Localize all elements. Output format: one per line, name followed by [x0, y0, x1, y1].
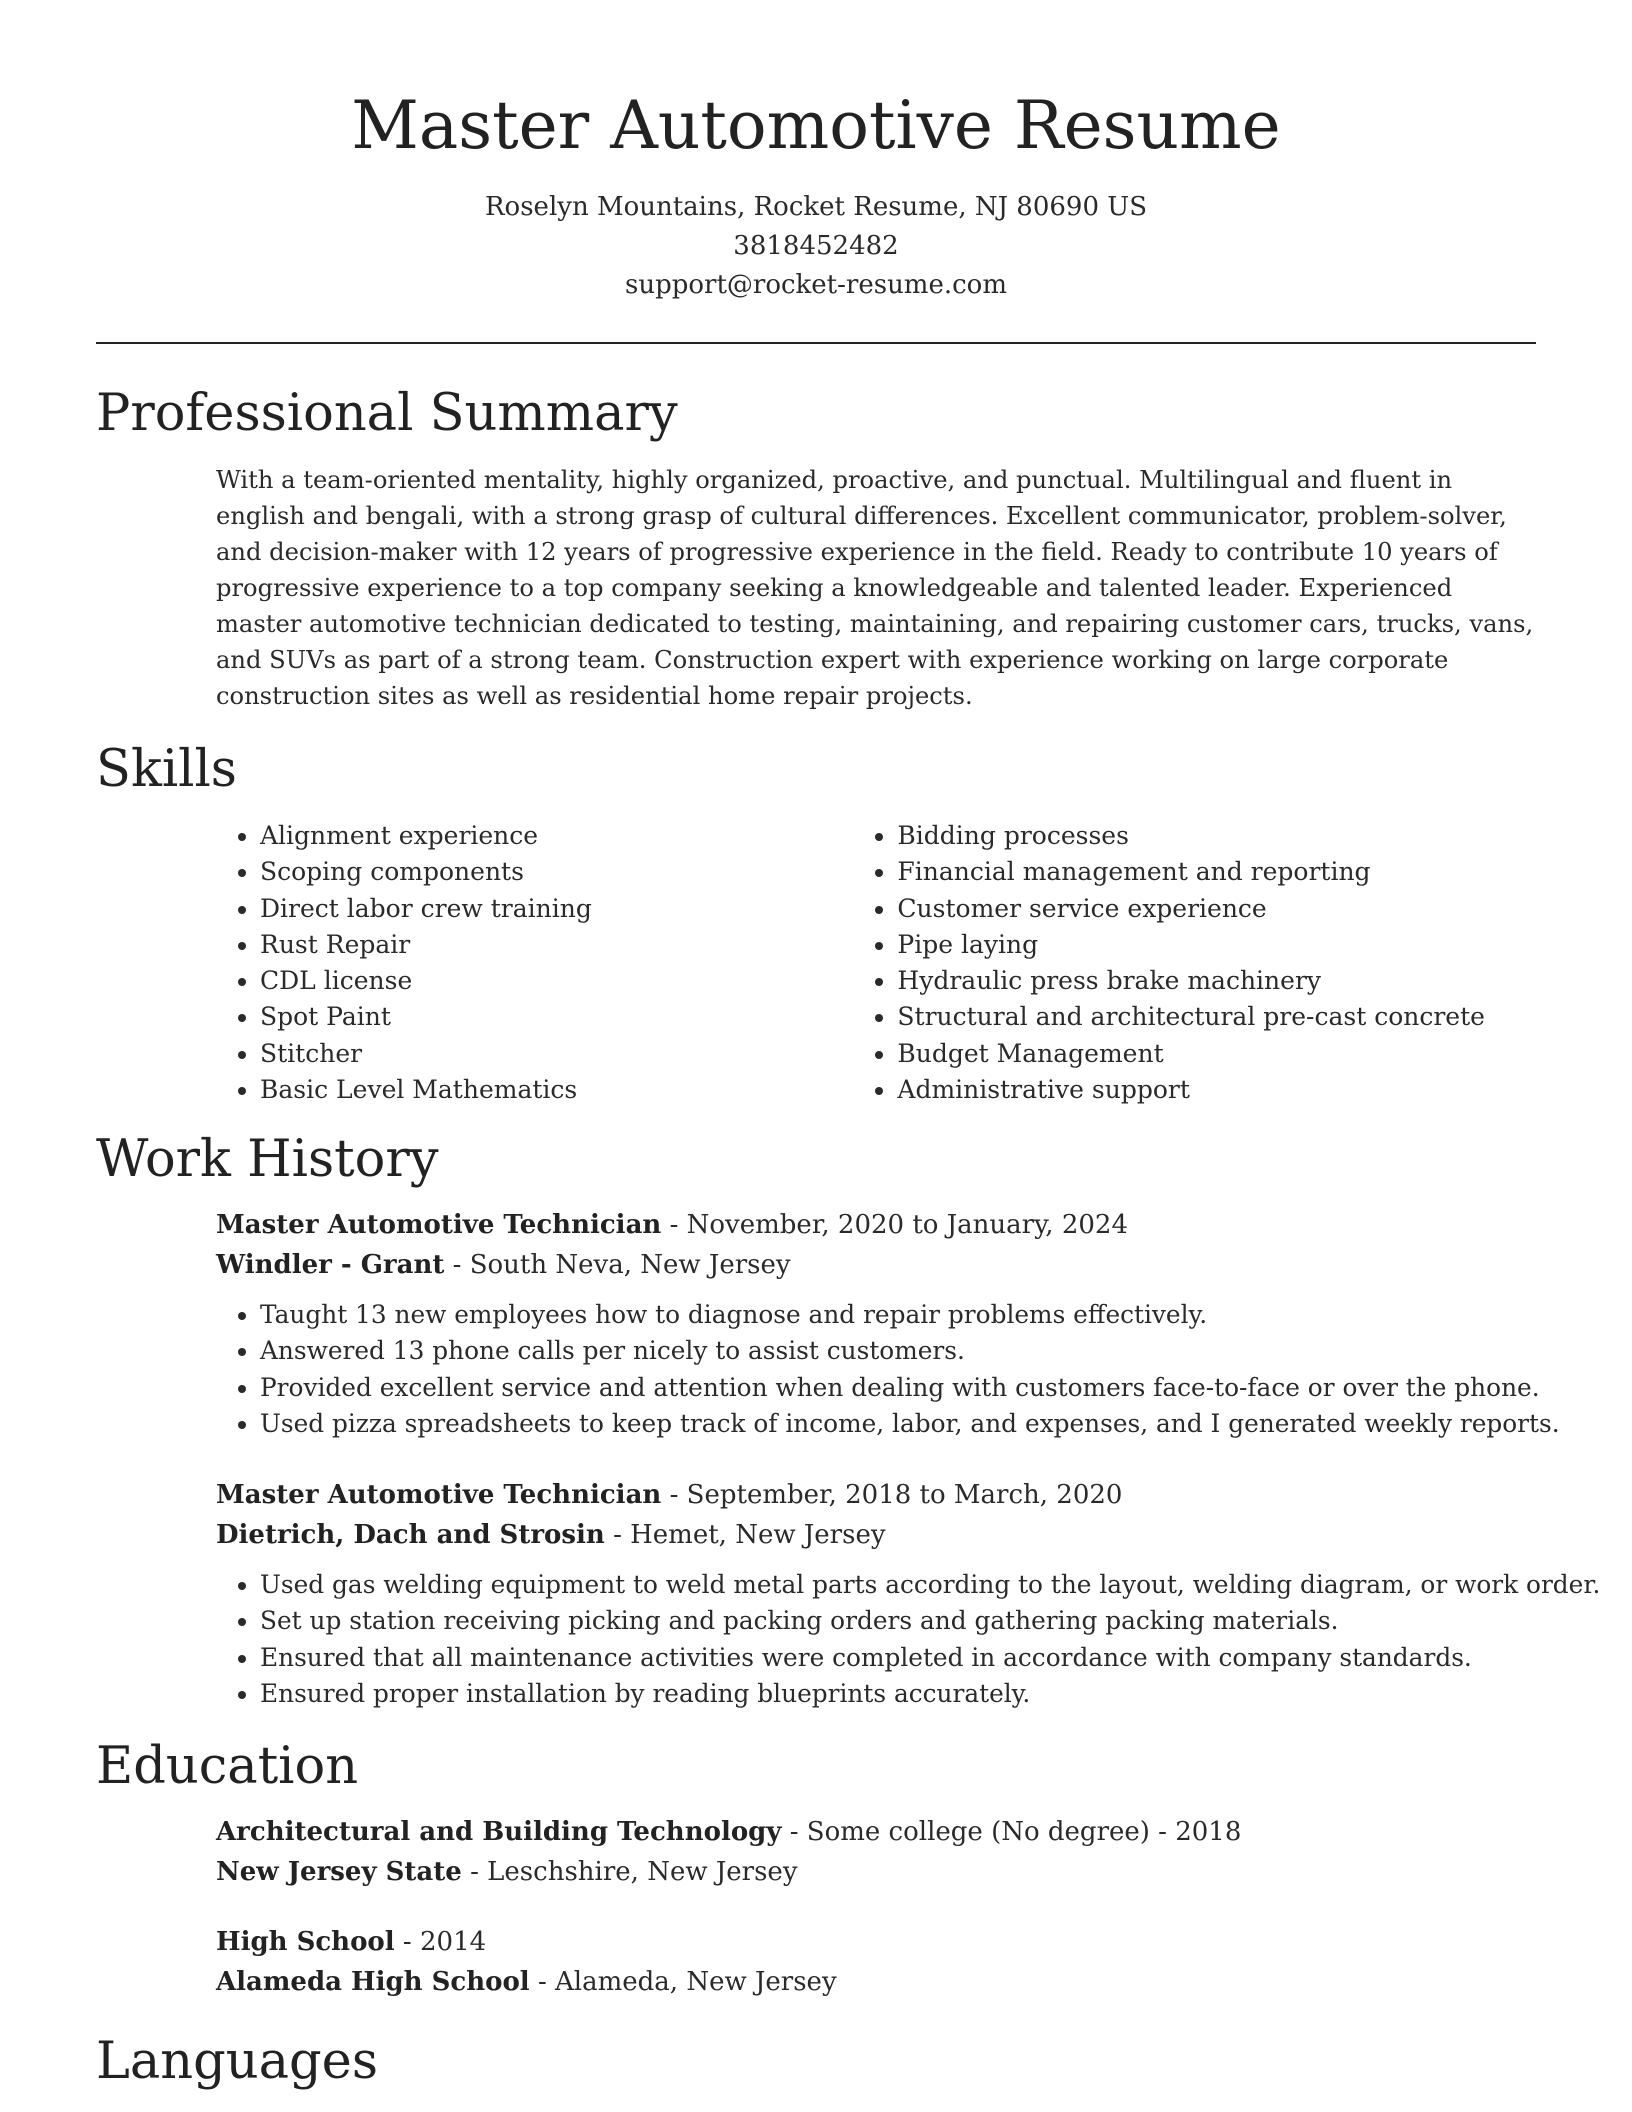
- skill-item: • CDL license: [260, 963, 853, 999]
- job-bullet: • Answered 13 phone calls per nicely to assist customers.: [260, 1333, 1536, 1369]
- job-bullet: • Ensured proper installation by reading blueprints accurately.: [260, 1676, 1536, 1712]
- education-location: Alameda, New Jersey: [555, 1967, 837, 1997]
- skill-item: • Pipe laying: [897, 927, 1536, 963]
- job-bullets: [216, 1297, 1560, 1442]
- education-entry-school: [216, 1962, 1536, 2002]
- skill-item: • Administrative support: [897, 1072, 1536, 1108]
- work-entry-employer: [216, 1245, 1536, 1285]
- skill-item: • Hydraulic press brake machinery: [897, 963, 1536, 999]
- separator: -: [537, 1967, 556, 1997]
- job-bullets: [216, 1567, 1601, 1712]
- work-entry-heading: [216, 1475, 1536, 1515]
- section-title-education: Education: [96, 1737, 359, 1796]
- job-company: Dietrich, Dach and Strosin: [216, 1520, 605, 1550]
- skills-column-right: [853, 818, 1536, 1108]
- education-program: Architectural and Building Technology: [216, 1817, 782, 1847]
- work-entry: [216, 1475, 1601, 1712]
- education-location: Leschshire, New Jersey: [487, 1857, 798, 1887]
- contact-phone: 3818452482: [733, 231, 899, 261]
- skills-column-left: [216, 818, 853, 1108]
- skill-item: • Alignment experience: [260, 818, 853, 854]
- job-location: Hemet, New Jersey: [630, 1520, 886, 1550]
- contact-address: Roselyn Mountains, Rocket Resume, NJ 80690 US: [484, 192, 1148, 222]
- job-bullet: • Set up station receiving picking and packing orders and gathering packing materials.: [260, 1603, 1536, 1639]
- separator: -: [669, 1210, 687, 1240]
- header-divider: [96, 342, 1536, 344]
- education-detail: Some college (No degree) - 2018: [806, 1817, 1242, 1847]
- job-bullet: • Provided excellent service and attention when dealing with customers face-to-face or over the phone.: [260, 1370, 1536, 1406]
- skill-item: • Customer service experience: [897, 891, 1536, 927]
- education-entry: [216, 1922, 1536, 2002]
- contact-email: support@rocket-resume.com: [624, 270, 1007, 300]
- summary-text: With a team-oriented mentality, highly organized, proactive, and punctual. Multilingual and fluent in english and bengali, with a strong grasp of cultural differences. Excellent communicator, problem-solver, and decision-maker with 12 years of progressive experience in the field. Ready to contribute 10 years of progressive experience to a top company seeking a knowledgeable and talented leader. Experienced master automotive technician dedicated to testing, maintaining, and repairing customer cars, trucks, vans, and SUVs as part of a strong team. Construction expert with experience working on large corporate construction sites as well as residential home repair projects.: [216, 466, 1534, 710]
- section-title-languages: Languages: [96, 2032, 379, 2091]
- section-title-summary: Professional Summary: [96, 384, 678, 443]
- skill-item: • Spot Paint: [260, 999, 853, 1035]
- education-entry-heading: [216, 1812, 1536, 1852]
- education-school: New Jersey State: [216, 1857, 462, 1887]
- work-entry-employer: [216, 1515, 1536, 1555]
- separator: -: [669, 1480, 687, 1510]
- skill-item: • Financial management and reporting: [897, 854, 1536, 890]
- job-dates: September, 2018 to March, 2020: [686, 1480, 1123, 1510]
- education-program: High School: [216, 1927, 395, 1957]
- skill-item: • Budget Management: [897, 1036, 1536, 1072]
- separator: -: [613, 1520, 631, 1550]
- job-bullet: • Used pizza spreadsheets to keep track of income, labor, and expenses, and I generated weekly reports.: [260, 1406, 1536, 1442]
- separator: -: [402, 1927, 420, 1957]
- skill-item: • Stitcher: [260, 1036, 853, 1072]
- skill-item: • Bidding processes: [897, 818, 1536, 854]
- education-detail: 2014: [419, 1927, 487, 1957]
- job-company: Windler - Grant: [216, 1250, 445, 1280]
- job-dates: November, 2020 to January, 2024: [686, 1210, 1128, 1240]
- section-title-skills: Skills: [96, 740, 237, 799]
- separator: -: [452, 1250, 470, 1280]
- work-entry: [216, 1205, 1560, 1442]
- separator: -: [789, 1817, 807, 1847]
- section-title-work-history: Work History: [96, 1130, 439, 1189]
- education-school: Alameda High School: [216, 1967, 530, 1997]
- resume-header: [0, 0, 1632, 305]
- skill-item: • Structural and architectural pre-cast concrete: [897, 999, 1536, 1035]
- skills-list: [216, 818, 1536, 1108]
- skill-item: • Basic Level Mathematics: [260, 1072, 853, 1108]
- education-entry: [216, 1812, 1536, 1892]
- separator: -: [470, 1857, 488, 1887]
- job-location: South Neva, New Jersey: [469, 1250, 791, 1280]
- job-bullet: • Taught 13 new employees how to diagnose and repair problems effectively.: [260, 1297, 1536, 1333]
- job-bullet: • Ensured that all maintenance activities were completed in accordance with company standards.: [260, 1640, 1536, 1676]
- skill-item: • Direct labor crew training: [260, 891, 853, 927]
- skill-item: • Scoping components: [260, 854, 853, 890]
- education-entry-heading: [216, 1922, 1536, 1962]
- contact-block: [0, 188, 1632, 305]
- job-role: Master Automotive Technician: [216, 1210, 662, 1240]
- skill-item: • Rust Repair: [260, 927, 853, 963]
- resume-title: Master Automotive Resume: [351, 87, 1281, 164]
- job-role: Master Automotive Technician: [216, 1480, 662, 1510]
- education-entry-school: [216, 1852, 1536, 1892]
- job-bullet: • Used gas welding equipment to weld metal parts according to the layout, welding diagram, or work order.: [260, 1567, 1536, 1603]
- work-entry-heading: [216, 1205, 1536, 1245]
